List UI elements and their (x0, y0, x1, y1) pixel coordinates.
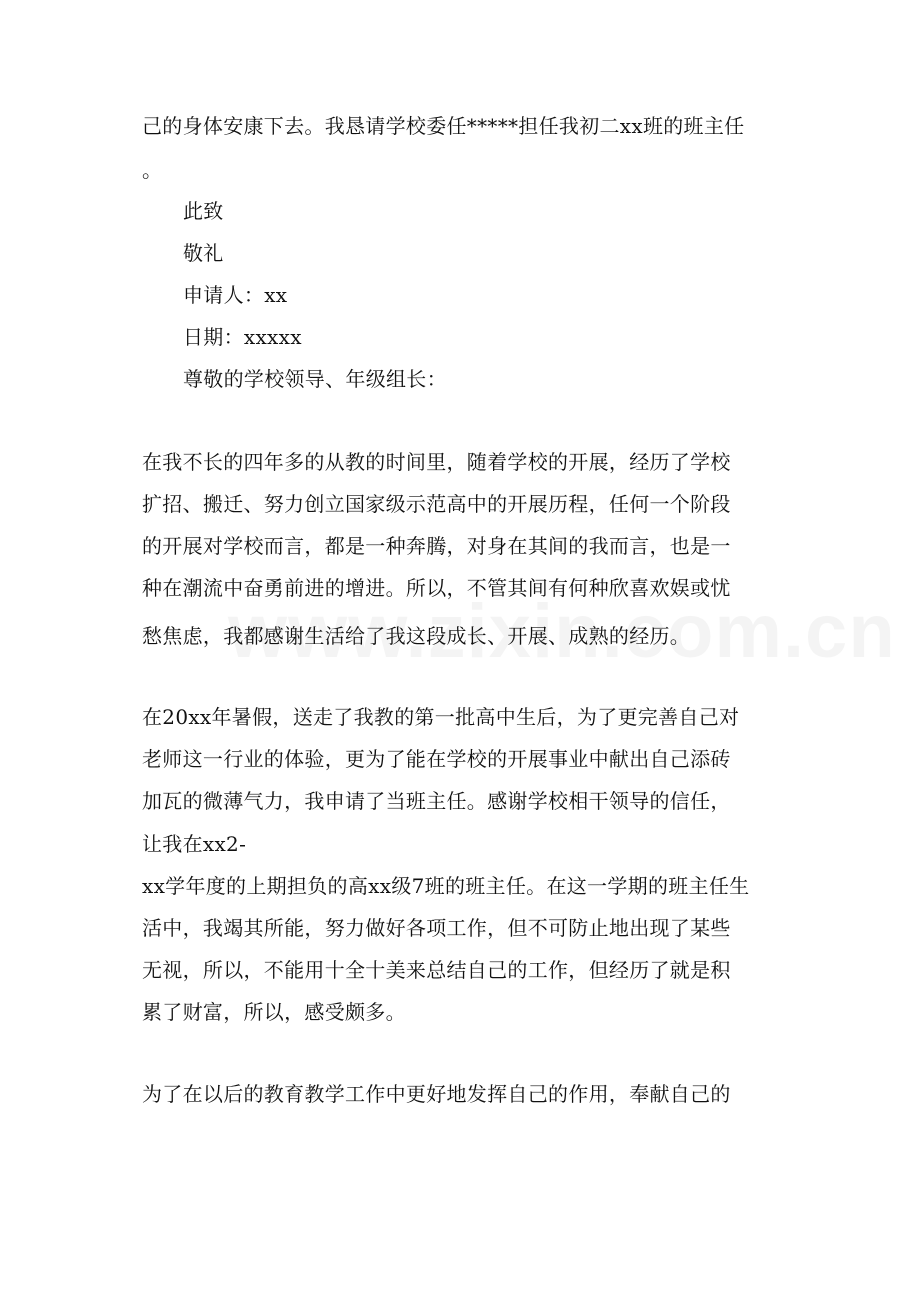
text-line: 愁焦虑，我都感谢生活给了我这段成长、开展、成熟的经历。 (142, 624, 691, 648)
text-line: 的开展对学校而言，都是一种奔腾，对身在其间的我而言，也是一 (142, 534, 731, 558)
greeting-line: 尊敬的学校领导、年级组长： (183, 367, 447, 391)
text-line: 。 (142, 158, 163, 182)
text-line: 种在潮流中奋勇前进的增进。所以，不管其间有何种欣喜欢娱或忧 (142, 576, 731, 600)
text-line: 在20xx年暑假，送走了我教的第一批高中生后，为了更完善自己对 (142, 705, 740, 729)
text-line: 在我不长的四年多的从教的时间里，随着学校的开展，经历了学校 (142, 450, 731, 474)
text-line: 无视，所以，不能用十全十美来总结自己的工作，但经历了就是积 (142, 958, 731, 982)
text-line: 活中，我竭其所能，努力做好各项工作，但不可防止地出现了某些 (142, 916, 731, 940)
text-line: 为了在以后的教育教学工作中更好地发挥自己的作用，奉献自己的 (142, 1082, 731, 1106)
text-line: 扩招、搬迁、努力创立国家级示范高中的开展历程，任何一个阶段 (142, 492, 731, 516)
text-line: 让我在xx2- (142, 832, 247, 856)
text-line: 老师这一行业的体验，更为了能在学校的开展事业中献出自己添砖 (142, 747, 731, 771)
text-line: xx学年度的上期担负的高xx级7班的班主任。在这一学期的班主任生 (142, 874, 750, 898)
date-line: 日期：xxxxx (183, 325, 302, 349)
text-line: 加瓦的微薄气力，我申请了当班主任。感谢学校相干领导的信任， (142, 789, 731, 813)
applicant-line: 申请人：xx (183, 283, 288, 307)
text-line: 己的身体安康下去。我恳请学校委任*****担任我初二xx班的班主任 (142, 114, 745, 138)
text-line: 累了财富，所以，感受颇多。 (142, 1000, 406, 1024)
closing-salutation: 此致 (183, 199, 224, 223)
closing-regards: 敬礼 (183, 241, 224, 265)
